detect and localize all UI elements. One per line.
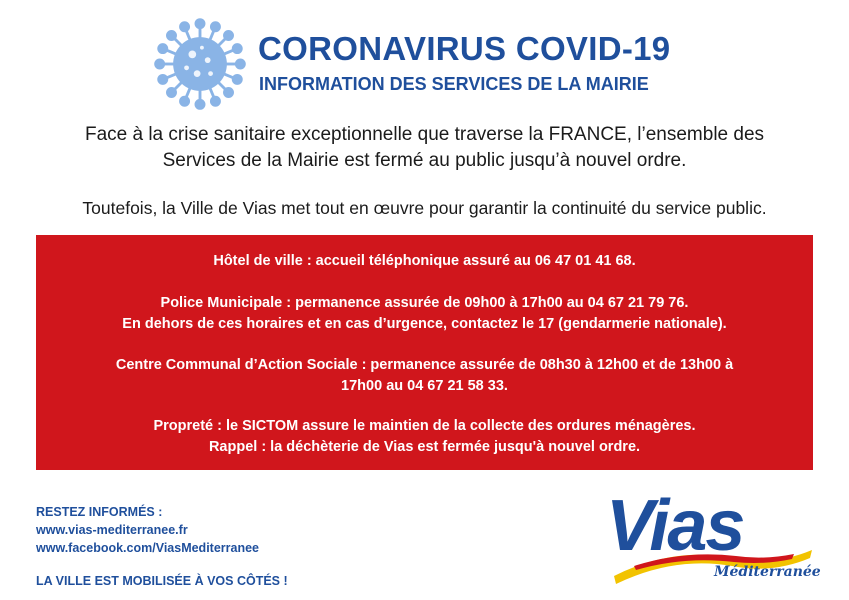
intro-line: Services de la Mairie est fermé au public jusqu’à nouvel ordre. [162, 150, 687, 171]
ccas-info [48, 355, 801, 397]
proprete-info [48, 416, 801, 458]
logo-wordmark: Vias [606, 486, 744, 566]
services-notice-box [36, 235, 813, 470]
facebook-link[interactable]: www.facebook.com/ViasMediterranee [36, 541, 259, 555]
ccas-line: Centre Communal d’Action Sociale : permanence assurée de 08h30 à 12h00 et de 13h00 à [115, 357, 734, 373]
page-subtitle: INFORMATION DES SERVICES DE LA MAIRIE [259, 74, 649, 94]
proprete-line: Rappel : la déchèterie de Vias est fermée jusqu'à nouvel ordre. [208, 439, 641, 455]
hotel-de-ville-info: Hôtel de ville : accueil téléphonique assuré au 06 47 01 41 68. [213, 253, 636, 269]
ccas-line: 17h00 au 04 67 21 58 33. [341, 378, 508, 394]
website-link[interactable]: www.vias-mediterranee.fr [36, 523, 188, 537]
footer-tagline: LA VILLE EST MOBILISÉE À VOS CÔTÉS ! [36, 574, 288, 588]
police-info [48, 293, 801, 335]
coronavirus-icon [152, 16, 248, 112]
proprete-line: Propreté : le SICTOM assure le maintien de la collecte des ordures ménagères. [153, 418, 696, 434]
intro-line: Face à la crise sanitaire exceptionnelle que traverse la FRANCE, l’ensemble des [84, 124, 765, 145]
page-title: CORONAVIRUS COVID-19 [258, 30, 671, 67]
footer-heading: RESTEZ INFORMÉS : [36, 505, 163, 519]
police-line: Police Municipale : permanence assurée de 09h00 à 17h00 au 04 67 21 79 76. [160, 295, 689, 311]
police-line: En dehors de ces horaires et en cas d’urgence, contactez le 17 (gendarmerie nationale). [122, 316, 727, 332]
intro-paragraph [20, 122, 829, 174]
continuity-statement: Toutefois, la Ville de Vias met tout en œuvre pour garantir la continuité du service public. [82, 198, 767, 218]
vias-logo [604, 484, 824, 590]
logo-subtitle: Méditerranée [714, 564, 821, 580]
